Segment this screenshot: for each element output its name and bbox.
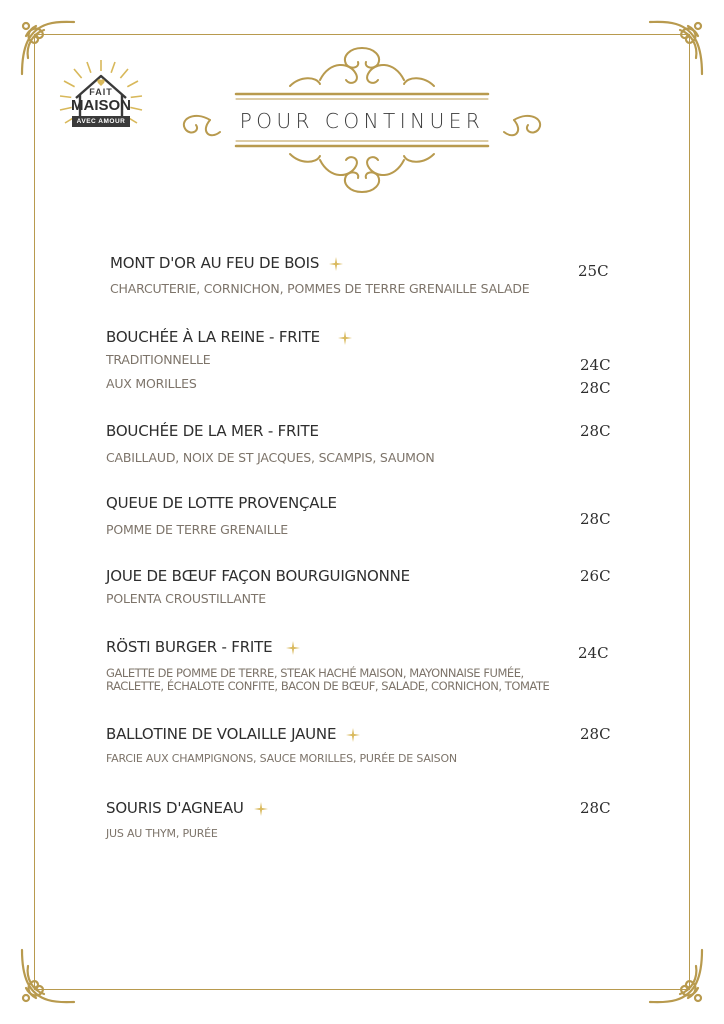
menu-item-description: FARCIE AUX CHAMPIGNONS, SAUCE MORILLES, PURÉE DE SAISON (106, 752, 457, 765)
menu-item-description: POLENTA CROUSTILLANTE (106, 591, 266, 606)
badge-line-avec-amour: AVEC AMOUR (76, 118, 126, 125)
menu-item-price: 26C (580, 567, 611, 585)
menu-item-variant: AUX MORILLES (106, 376, 197, 391)
menu-item-name: BOUCHÉE À LA REINE - FRITE (106, 328, 352, 346)
menu-item-name: SOURIS D'AGNEAU (106, 799, 268, 817)
sparkle-star-icon (254, 802, 268, 816)
menu-item-price: 28C (580, 725, 611, 743)
menu-item-price: 28C (580, 379, 611, 397)
menu-item-name: QUEUE DE LOTTE PROVENÇALE (106, 494, 337, 512)
sparkle-star-icon (286, 641, 300, 655)
menu-item-name: JOUE DE BŒUF FAÇON BOURGUIGNONNE (106, 567, 410, 585)
menu-item-name: BALLOTINE DE VOLAILLE JAUNE (106, 725, 360, 743)
menu-item-name: MONT D'OR AU FEU DE BOIS (110, 254, 343, 272)
sparkle-star-icon (346, 728, 360, 742)
menu-item-price: 28C (580, 799, 611, 817)
menu-item-description: CABILLAUD, NOIX DE ST JACQUES, SCAMPIS, SAUMON (106, 450, 435, 465)
menu-item-price: 24C (578, 644, 609, 662)
ornamental-corner-icon (18, 946, 78, 1006)
menu-item-price: 24C (580, 356, 611, 374)
menu-item-name: RÖSTI BURGER - FRITE (106, 638, 300, 656)
sparkle-star-icon (338, 331, 352, 345)
menu-item-variant: TRADITIONNELLE (106, 352, 211, 367)
badge-line-maison: MAISON (71, 97, 131, 114)
menu-item-description: POMME DE TERRE GRENAILLE (106, 522, 288, 537)
badge-line-fait: FAIT (89, 87, 113, 97)
menu-item-description: RACLETTE, ÉCHALOTE CONFITE, BACON DE BŒUF, SALADE, CORNICHON, TOMATE (106, 679, 550, 693)
sparkle-star-icon (329, 257, 343, 271)
menu-item-description: CHARCUTERIE, CORNICHON, POMMES DE TERRE GRENAILLE SALADE (110, 281, 530, 296)
menu-item-description: JUS AU THYM, PURÉE (106, 827, 218, 840)
menu-item-price: 28C (580, 510, 611, 528)
page-title: POUR CONTINUER (239, 109, 485, 133)
menu-item-price: 25C (578, 262, 609, 280)
menu-item-name: BOUCHÉE DE LA MER - FRITE (106, 422, 319, 440)
ornamental-corner-icon (646, 18, 706, 78)
menu-item-price: 28C (580, 422, 611, 440)
ornamental-corner-icon (646, 946, 706, 1006)
fait-maison-badge (58, 58, 144, 144)
menu-item-description: GALETTE DE POMME DE TERRE, STEAK HACHÉ MAISON, MAYONNAISE FUMÉE, (106, 666, 524, 680)
